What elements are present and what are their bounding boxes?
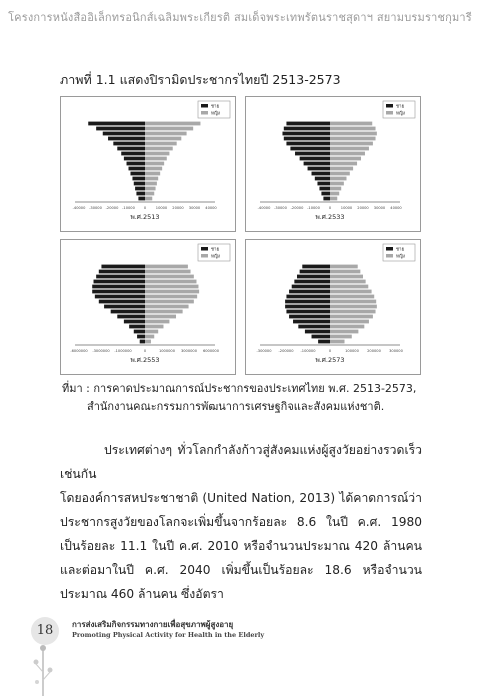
male-bar	[286, 295, 330, 299]
male-bar	[295, 152, 330, 156]
female-bar	[145, 142, 177, 146]
pyramid-chart-2553	[60, 239, 236, 375]
female-bar	[330, 340, 345, 344]
male-bar	[284, 127, 330, 131]
male-bar	[99, 270, 145, 274]
female-bar	[145, 285, 198, 289]
male-bar	[319, 187, 330, 191]
chart-title: พ.ศ.2573	[315, 356, 345, 364]
male-bar	[285, 305, 330, 309]
male-bar	[308, 167, 330, 171]
female-bar	[330, 285, 368, 289]
female-bar	[145, 192, 154, 196]
male-bar	[113, 142, 145, 146]
male-bar	[294, 280, 330, 284]
female-bar	[330, 127, 376, 131]
female-bar	[330, 122, 372, 126]
male-bar	[300, 270, 330, 274]
tick-label: 20000	[172, 206, 184, 210]
male-bar	[111, 310, 145, 314]
female-bar	[145, 147, 173, 151]
female-bar	[330, 315, 373, 319]
tick-label: -6000000	[70, 349, 88, 353]
legend-female-swatch	[386, 254, 393, 258]
male-bar	[286, 142, 330, 146]
female-bar	[330, 280, 366, 284]
male-bar	[96, 275, 145, 279]
female-bar	[145, 182, 157, 186]
female-bar	[145, 330, 158, 334]
tick-label: 0	[328, 349, 332, 353]
female-bar	[330, 137, 376, 141]
male-bar	[92, 290, 145, 294]
chart-title: พ.ศ.2553	[130, 356, 160, 364]
female-bar	[145, 310, 183, 314]
flower-decoration-icon	[28, 642, 58, 696]
male-bar	[130, 172, 145, 176]
legend-male-swatch	[386, 104, 393, 108]
male-bar	[286, 122, 330, 126]
female-bar	[145, 305, 189, 309]
tick-label: -40000	[72, 206, 86, 210]
chart-title: พ.ศ.2513	[130, 213, 160, 221]
figure-title: ภาพที่ 1.1 แสดงปิรามิดประชากรไทยปี 2513-2573	[60, 72, 341, 87]
male-bar	[124, 320, 145, 324]
pyramid-chart-2573	[245, 239, 421, 375]
legend-female-swatch	[201, 111, 208, 115]
male-bar	[317, 182, 330, 186]
legend-male-label: ชาย	[396, 247, 405, 253]
legend-female-label: หญิง	[211, 254, 220, 260]
tick-label: 40000	[205, 206, 217, 210]
male-bar	[96, 127, 145, 131]
male-bar	[289, 290, 330, 294]
male-bar	[298, 325, 330, 329]
male-bar	[282, 132, 330, 136]
female-bar	[145, 137, 181, 141]
source-line-2: สำนักงานคณะกรรมการพัฒนาการเศรษฐกิจและสังคมแห่งชาติ.	[87, 400, 385, 413]
male-bar	[305, 330, 330, 334]
tick-label: 30000	[373, 206, 386, 210]
female-bar	[145, 325, 163, 329]
male-bar	[312, 172, 330, 176]
female-bar	[330, 270, 360, 274]
female-bar	[330, 167, 353, 171]
female-bar	[330, 310, 376, 314]
male-bar	[132, 177, 145, 181]
female-bar	[330, 335, 352, 339]
male-bar	[104, 305, 145, 309]
female-bar	[145, 265, 188, 269]
tick-label: 10000	[340, 206, 353, 210]
female-bar	[145, 187, 156, 191]
pyramid-chart-2533	[245, 96, 421, 232]
male-bar	[117, 147, 145, 151]
female-bar	[145, 300, 194, 304]
tick-label: 100000	[345, 349, 359, 353]
female-bar	[330, 172, 350, 176]
female-bar	[145, 177, 158, 181]
female-bar	[330, 147, 369, 151]
male-bar	[92, 285, 145, 289]
male-bar	[290, 147, 330, 151]
male-bar	[117, 315, 145, 319]
male-bar	[297, 275, 330, 279]
male-bar	[129, 167, 146, 171]
tick-label: -10000	[307, 206, 320, 210]
male-bar	[300, 157, 330, 161]
female-bar	[330, 132, 377, 136]
chart-title: พ.ศ.2533	[315, 213, 345, 221]
footer-title-thai: การส่งเสริมกิจกรรมทางกายเพื่อสุขภาพผู้สูงอายุ	[72, 620, 234, 629]
male-bar	[134, 182, 145, 186]
male-bar	[103, 132, 145, 136]
male-bar	[318, 340, 330, 344]
female-bar	[145, 275, 194, 279]
tick-label: -100000	[300, 349, 316, 353]
female-bar	[330, 330, 358, 334]
female-bar	[145, 295, 197, 299]
female-bar	[330, 162, 357, 166]
male-bar	[304, 162, 330, 166]
male-bar	[292, 285, 330, 289]
tick-label: 0	[143, 349, 147, 353]
female-bar	[330, 177, 347, 181]
tick-label: -300000	[256, 349, 272, 353]
female-bar	[145, 280, 196, 284]
male-bar	[101, 265, 145, 269]
male-bar	[95, 295, 145, 299]
tick-label: 20000	[357, 206, 369, 210]
male-bar	[99, 300, 145, 304]
female-bar	[330, 142, 373, 146]
legend-male-swatch	[201, 104, 208, 108]
tick-label: -40000	[257, 206, 271, 210]
legend-female-label: หญิง	[396, 254, 405, 260]
tick-label: 300000	[389, 349, 403, 353]
female-bar	[145, 290, 199, 294]
male-bar	[138, 197, 145, 201]
male-bar	[285, 300, 330, 304]
tick-label: 0	[328, 206, 332, 210]
source-label: ที่มา :	[62, 382, 90, 395]
female-bar	[145, 197, 152, 201]
female-bar	[330, 152, 365, 156]
male-bar	[108, 137, 145, 141]
legend-male-swatch	[201, 247, 208, 251]
female-bar	[145, 132, 187, 136]
female-bar	[330, 182, 344, 186]
female-bar	[330, 187, 341, 191]
source-line-1: การคาดประมาณการณ์ประชากรของประเทศไทย พ.ศ. 2513-2573,	[93, 382, 417, 395]
male-bar	[321, 192, 330, 196]
female-bar	[330, 197, 337, 201]
female-bar	[330, 192, 339, 196]
female-bar	[330, 157, 361, 161]
female-bar	[145, 157, 167, 161]
female-bar	[145, 270, 191, 274]
tick-label: 200000	[367, 349, 381, 353]
male-bar	[289, 315, 330, 319]
male-bar	[134, 330, 145, 334]
running-header: โครงการหนังสืออิเล็กทรอนิกส์เฉลิมพระเกียรติ สมเด็จพระเทพรัตนราชสุดาฯ สยามบรมราชกุมารี	[8, 11, 472, 24]
female-bar	[145, 127, 193, 131]
female-bar	[330, 295, 374, 299]
body-paragraph	[60, 438, 422, 606]
legend-male-swatch	[386, 247, 393, 251]
figure-source	[62, 380, 416, 416]
male-bar	[127, 162, 145, 166]
female-bar	[330, 300, 376, 304]
male-bar	[302, 265, 330, 269]
tick-label: -200000	[278, 349, 294, 353]
tick-label: -3000000	[92, 349, 110, 353]
footer-title-english: Promoting Physical Activity for Health in the Elderly	[72, 631, 265, 639]
male-bar	[323, 197, 330, 201]
tick-label: -1000000	[114, 349, 132, 353]
tick-label: -20000	[290, 206, 304, 210]
female-bar	[330, 275, 363, 279]
female-bar	[145, 172, 160, 176]
male-bar	[315, 177, 330, 181]
female-bar	[145, 320, 169, 324]
legend-male-label: ชาย	[211, 247, 220, 253]
male-bar	[286, 310, 330, 314]
male-bar	[136, 192, 145, 196]
legend-female-label: หญิง	[396, 111, 405, 117]
female-bar	[145, 122, 200, 126]
paragraph-first-line: ประเทศต่างๆ ทั่วโลกกำลังก้าวสู่สังคมแห่งผู้สูงวัยอย่างรวดเร็วเช่นกัน	[60, 443, 422, 481]
male-bar	[129, 325, 145, 329]
tick-label: 10000	[155, 206, 168, 210]
male-bar	[284, 137, 330, 141]
female-bar	[145, 167, 162, 171]
tick-label: -30000	[274, 206, 287, 210]
male-bar	[135, 187, 145, 191]
female-bar	[145, 335, 154, 339]
female-bar	[330, 305, 377, 309]
paragraph-text: โดยองค์การสหประชาชาติ (United Nation, 2013) ได้คาดการณ์ว่าประชากรสูงวัยของโลกจะเพิ่มขึ้นจากร้อยละ 8.6 ในปี ค.ศ. 1980 เป็นร้อยละ 11.1 ในปี ค.ศ. 2010 หรือจำนวนประมาณ 420 ล้านคน และต่อมาในปี ค.ศ. 2040 เพิ่มขึ้นเป็นร้อยละ 18.6 หรือจำนวนประมาณ 460 ล้านคน ซึ่งอัตรา	[60, 491, 422, 601]
legend-male-label: ชาย	[211, 104, 220, 110]
female-bar	[145, 315, 176, 319]
tick-label: 30000	[188, 206, 201, 210]
tick-label: -10000	[122, 206, 135, 210]
female-bar	[330, 320, 369, 324]
female-bar	[145, 162, 164, 166]
tick-label: 1000000	[158, 349, 176, 353]
female-bar	[330, 265, 358, 269]
tick-label: -30000	[89, 206, 102, 210]
male-bar	[293, 320, 330, 324]
male-bar	[121, 152, 145, 156]
legend-female-swatch	[386, 111, 393, 115]
male-bar	[137, 335, 145, 339]
tick-label: 3000000	[180, 349, 198, 353]
male-bar	[312, 335, 330, 339]
legend-female-swatch	[201, 254, 208, 258]
legend-female-label: หญิง	[211, 111, 220, 117]
male-bar	[94, 280, 145, 284]
male-bar	[124, 157, 145, 161]
female-bar	[330, 325, 364, 329]
female-bar	[330, 290, 372, 294]
female-bar	[145, 340, 151, 344]
tick-label: 6000000	[202, 349, 220, 353]
tick-label: -20000	[105, 206, 119, 210]
tick-label: 0	[143, 206, 147, 210]
male-bar	[140, 340, 145, 344]
legend-male-label: ชาย	[396, 104, 405, 110]
pyramid-chart-2513	[60, 96, 236, 232]
female-bar	[145, 152, 169, 156]
male-bar	[88, 122, 145, 126]
tick-label: 40000	[390, 206, 402, 210]
page-number: 18	[31, 617, 59, 645]
